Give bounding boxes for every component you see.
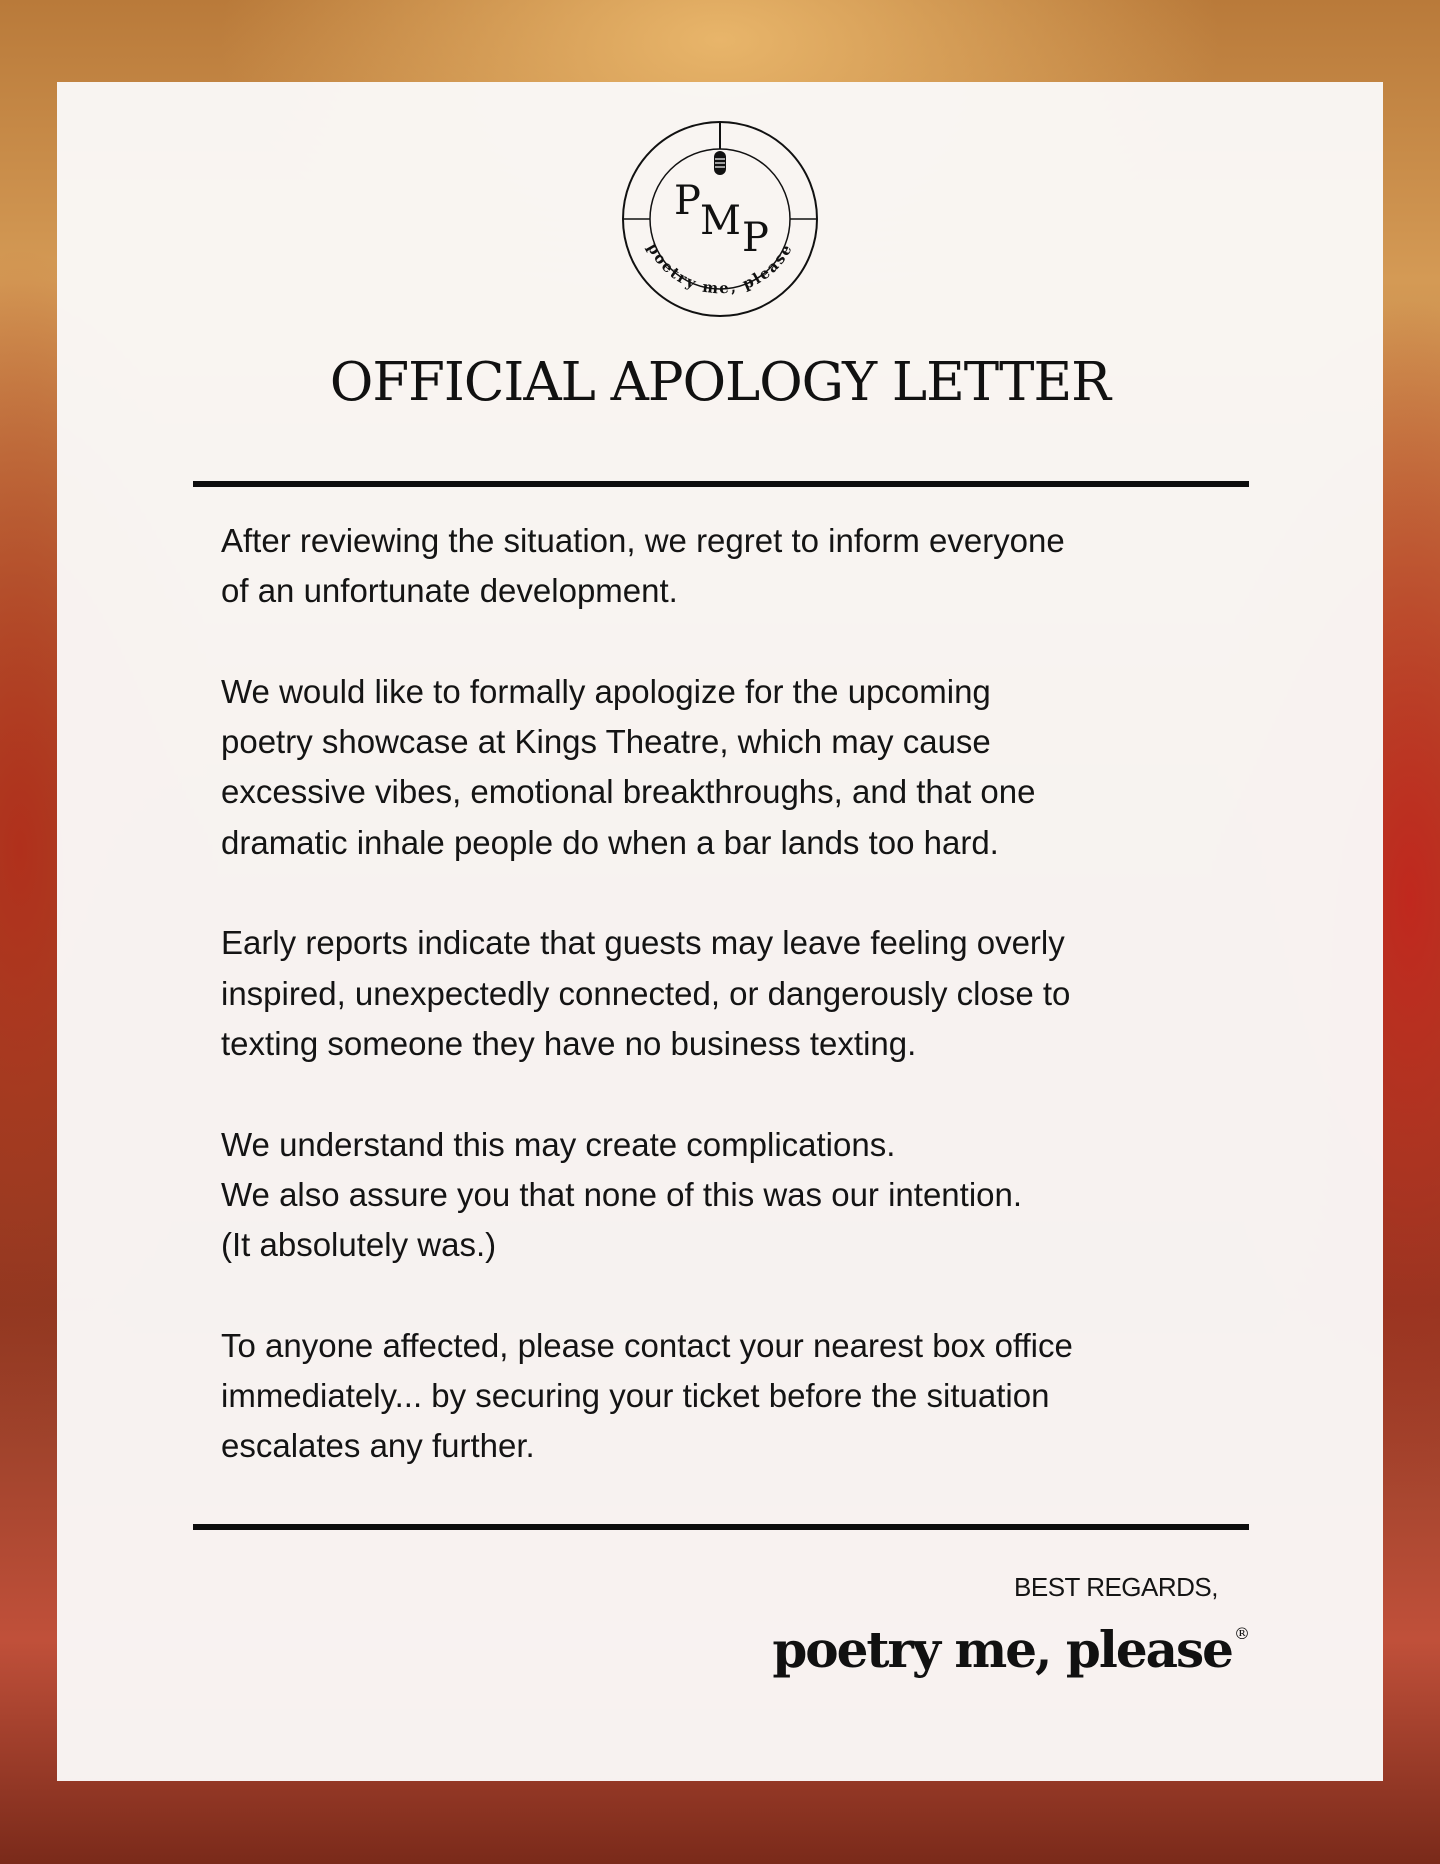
svg-text:P: P: [742, 215, 769, 261]
registered-mark: ®: [1234, 1624, 1248, 1643]
paragraph: [221, 918, 1241, 1069]
text-line: dramatic inhale people do when a bar lands too hard.: [221, 823, 999, 861]
paragraph: [221, 1321, 1241, 1472]
svg-text:poetry me, please: poetry me, please: [643, 239, 797, 298]
text-line: excessive vibes, emotional breakthroughs, and that one: [221, 773, 1036, 811]
svg-text:M: M: [700, 198, 741, 244]
text-line: poetry showcase at Kings Theatre, which may cause: [221, 723, 991, 761]
top-divider: [193, 481, 1249, 487]
pmp-logo: [620, 119, 820, 319]
text-line: We would like to formally apologize for the upcoming: [221, 672, 991, 710]
text-line: We also assure you that none of this was our intention.: [221, 1175, 1023, 1213]
text-line: (It absolutely was.): [221, 1226, 497, 1264]
text-line: immediately... by securing your ticket before the situation: [221, 1377, 1050, 1415]
bottom-divider: [193, 1524, 1249, 1530]
signature: [772, 1620, 1248, 1679]
text-line: texting someone they have no business texting.: [221, 1024, 917, 1062]
text-line: After reviewing the situation, we regret to inform everyone: [221, 522, 1065, 559]
text-line: inspired, unexpectedly connected, or dangerously close to: [221, 974, 1071, 1012]
text-line: We understand this may create complications.: [221, 1125, 896, 1163]
paragraph: [221, 516, 1241, 617]
page-title: OFFICIAL APOLOGY LETTER: [329, 352, 1111, 413]
text-line: To anyone affected, please contact your nearest box office: [221, 1326, 1073, 1364]
svg-text:P: P: [674, 178, 701, 224]
text-line: escalates any further.: [221, 1427, 535, 1465]
signature-text: poetry me, please: [772, 1620, 1232, 1679]
microphone-icon: [714, 151, 726, 175]
paragraph: [221, 667, 1241, 868]
closing: BEST REGARDS,: [1014, 1572, 1218, 1602]
text-line: of an unfortunate development.: [221, 572, 678, 610]
paragraph: [221, 1120, 1241, 1271]
text-line: Early reports indicate that guests may leave feeling overly: [221, 924, 1065, 962]
letter-body: [221, 516, 1241, 1522]
